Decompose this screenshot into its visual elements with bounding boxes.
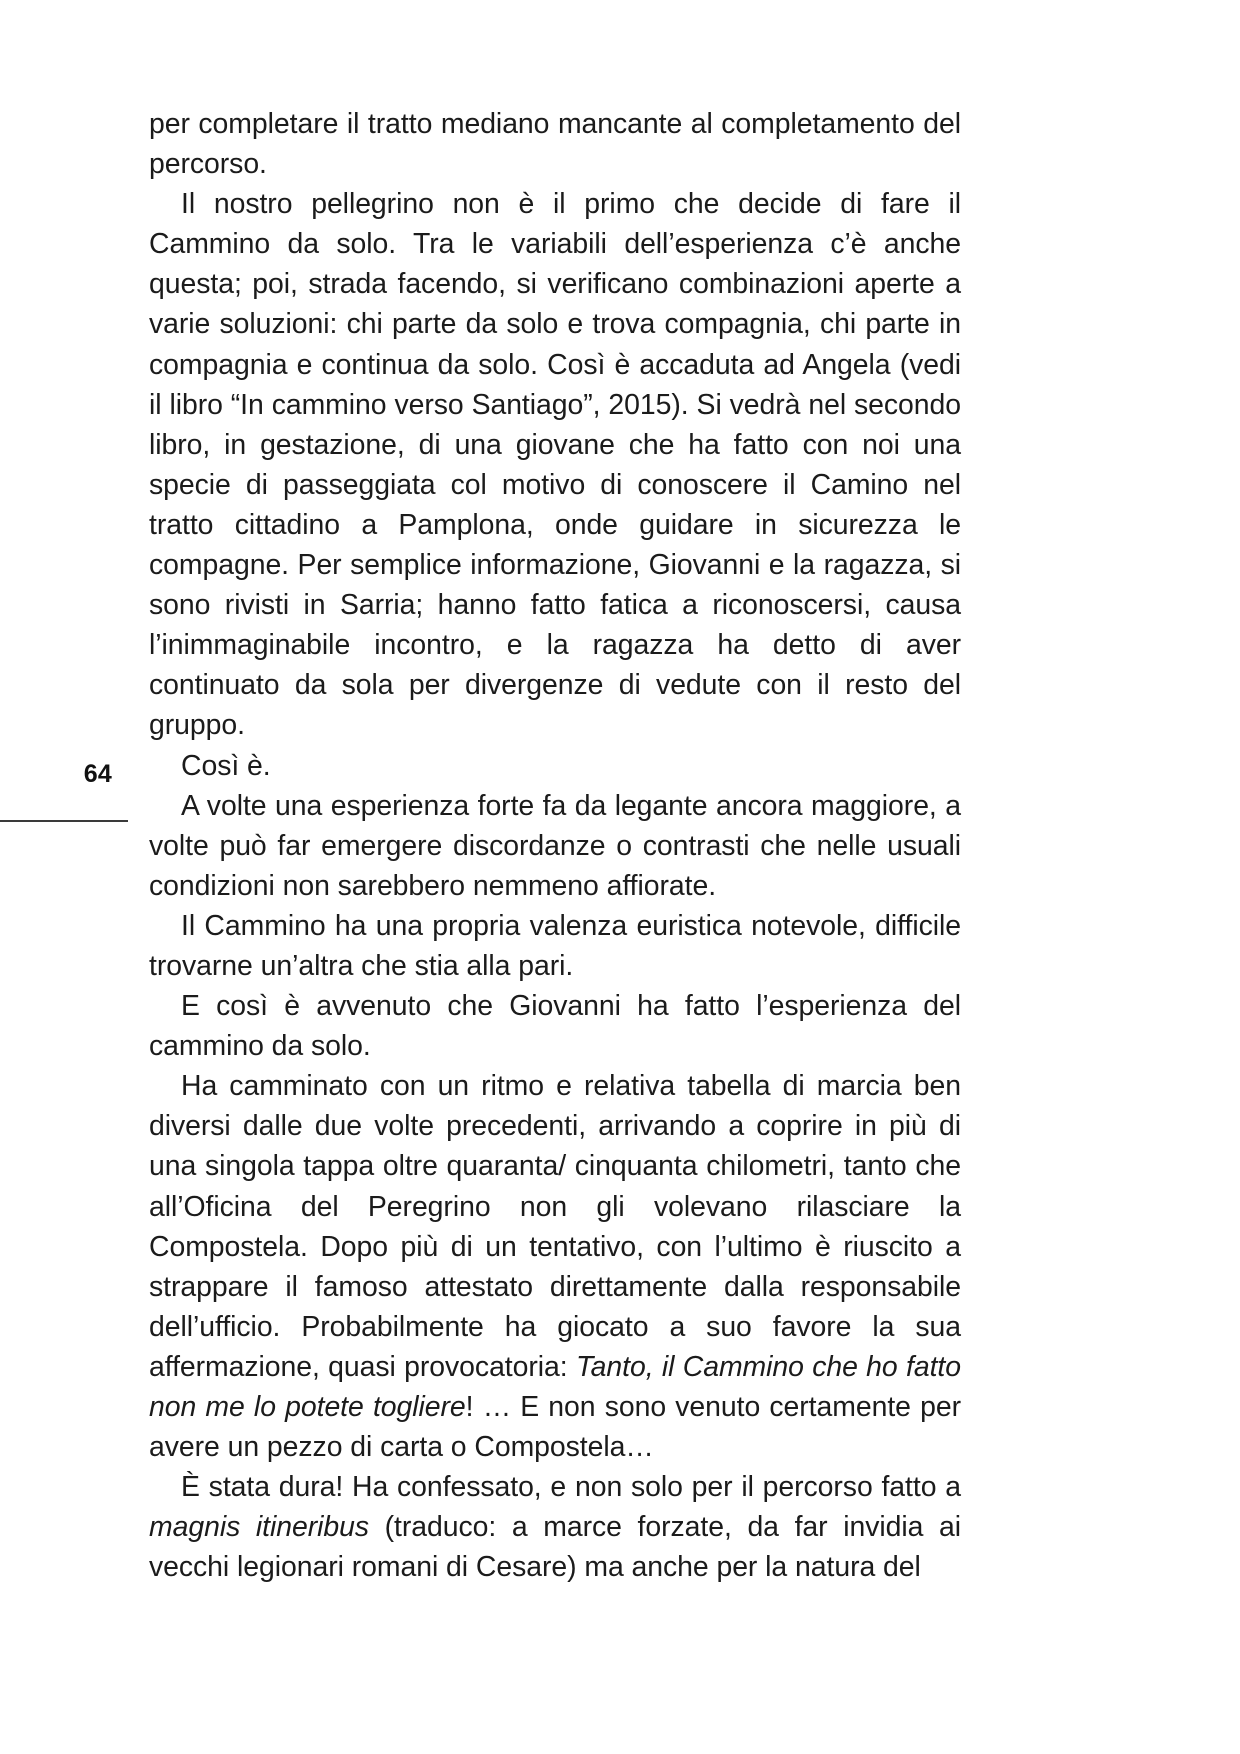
emphasis-run: Tanto, il Cammino che ho fatto non me lo potete togliere bbox=[149, 1350, 961, 1423]
text-run: E così è avvenuto che Giovanni ha fatto l’esperienza del cammino da solo. bbox=[149, 990, 961, 1063]
text-run: ! … E non sono venuto certamente per avere un pezzo di carta o Compostela… bbox=[149, 1391, 961, 1464]
paragraph-p-stata-dura bbox=[149, 1467, 961, 1587]
paragraph-p-avolte bbox=[149, 786, 961, 906]
text-run: A volte una esperienza forte fa da legante ancora maggiore, a volte può far emergere discordanze o contrasti che nelle usuali condizioni non sarebbero nemmeno affiorate. bbox=[149, 789, 961, 902]
text-run: Così è. bbox=[181, 749, 271, 782]
text-run: È stata dura! Ha confessato, e non solo per il percorso fatto a bbox=[181, 1471, 961, 1504]
paragraph-p-continuation bbox=[149, 104, 961, 184]
body-text-column bbox=[149, 104, 961, 1587]
text-run: (traduco: a marce forzate, da far invidia ai vecchi legionari romani di Cesare) ma anche per la natura del bbox=[149, 1511, 961, 1584]
paragraph-p-cosi-e bbox=[149, 746, 961, 786]
paragraph-p-cosi-avvenuto bbox=[149, 986, 961, 1066]
text-run: Ha camminato con un ritmo e relativa tabella di marcia ben diversi dalle due volte precedenti, arrivando a coprire in più di una singola tappa oltre quaranta/ cinquanta chilometri, tanto che all’Oficina del Peregrino non gli volevano rilasciare la Compostela. Dopo più di un tentativo, con l’ultimo è riuscito a strappare il famoso attestato direttamente dalla responsabile dell’ufficio. Probabilmente ha giocato a suo favore la sua affermazione, quasi provocatoria: bbox=[149, 1070, 961, 1383]
paragraph-p-euristica bbox=[149, 906, 961, 986]
emphasis-run: magnis itineribus bbox=[149, 1511, 369, 1544]
page-number: 64 bbox=[83, 760, 112, 788]
text-run: Il Cammino ha una propria valenza euristica notevole, difficile trovarne un’altra che stia alla pari. bbox=[149, 909, 961, 982]
text-run: per completare il tratto mediano mancante al completamento del percorso. bbox=[149, 108, 961, 181]
paragraph-p-camminato bbox=[149, 1066, 961, 1467]
folio-rule bbox=[0, 820, 128, 822]
folio-block bbox=[0, 762, 130, 822]
paragraph-p-pellegrino bbox=[149, 184, 961, 745]
text-run: Il nostro pellegrino non è il primo che decide di fare il Cammino da solo. Tra le variabili dell’esperienza c’è anche questa; poi, strada facendo, si verificano combinazioni aperte a varie soluzioni: chi parte da solo e trova compagnia, chi parte in compagnia e continua da solo. Così è accaduta ad Angela (vedi il libro “In cammino verso Santiago”, 2015). Si vedrà nel secondo libro, in gestazione, di una giovane che ha fatto con noi una specie di passeggiata col motivo di conoscere il Camino nel tratto cittadino a Pamplona, onde guidare in sicurezza le compagne. Per semplice informazione, Giovanni e la ragazza, si sono rivisti in Sarria; hanno fatto fatica a riconoscersi, causa l’inimmaginabile incontro, e la ragazza ha detto di aver continuato da sola per divergenze di vedute con il resto del gruppo. bbox=[149, 188, 961, 742]
